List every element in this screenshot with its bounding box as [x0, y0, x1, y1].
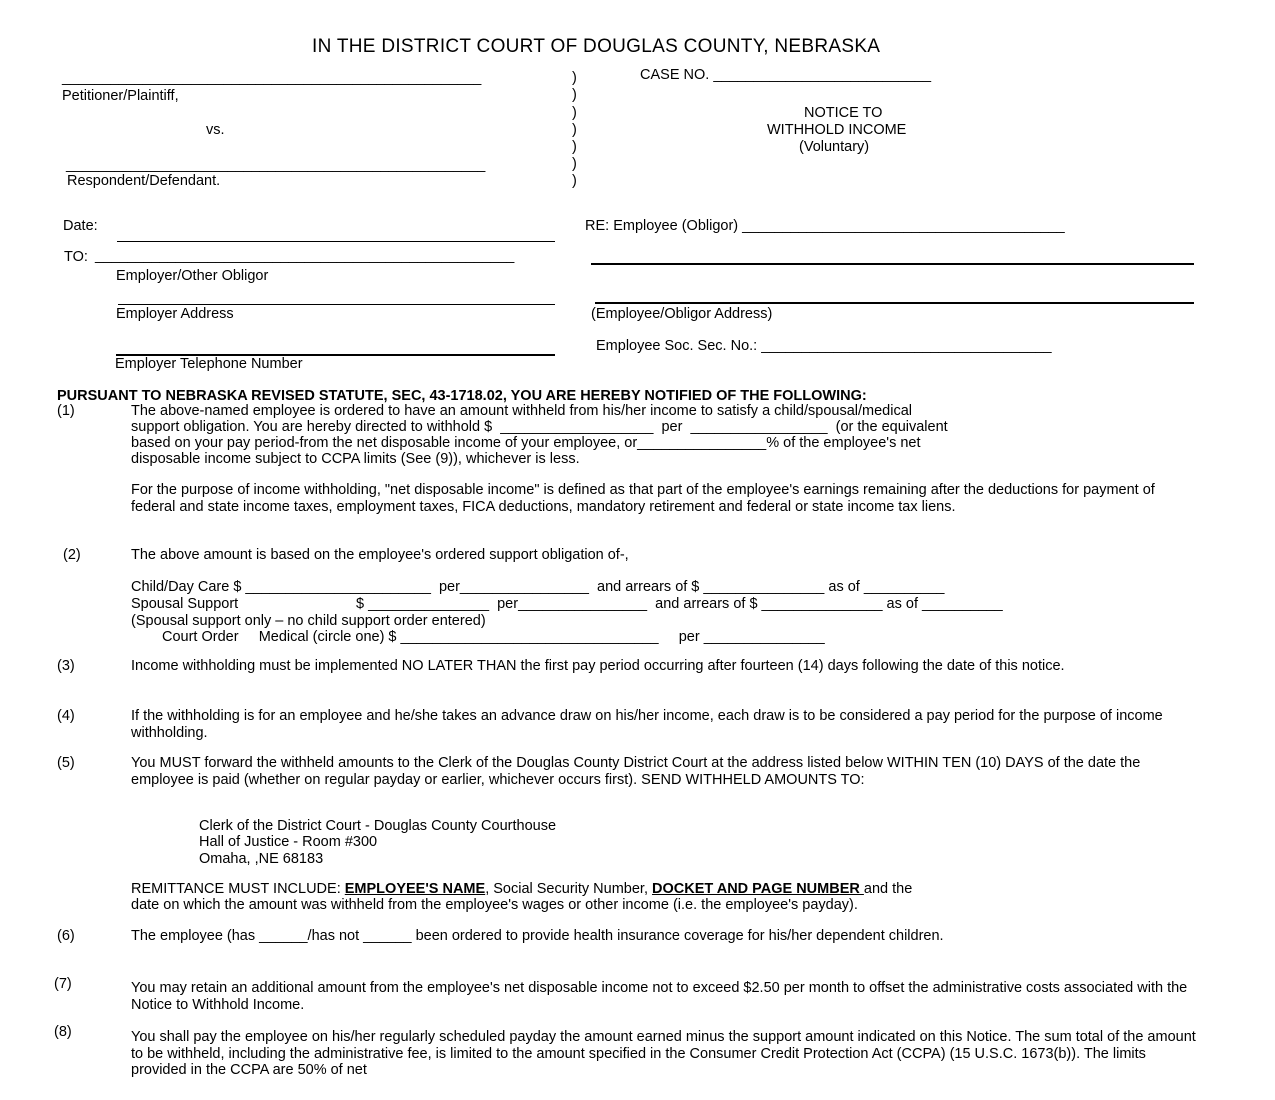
item-number: (6) — [57, 928, 75, 944]
date-label: Date: — [63, 218, 98, 234]
statute-heading: PURSUANT TO NEBRASKA REVISED STATUTE, SEC, 43-1718.02, YOU ARE HEREBY NOTIFIED OF THE FOLLOWING: — [57, 388, 867, 404]
item-number: (4) — [57, 708, 75, 724]
item-6-text[interactable]: The employee (has ______/has not ______ been ordered to provide health insurance coverage for his/her dependent children. — [131, 928, 944, 944]
child-support-row[interactable]: Child/Day Care $ _______________________ per________________ and arrears of $ _______________ as of __________ — [131, 579, 945, 595]
notice-title-2: WITHHOLD INCOME — [767, 122, 907, 138]
court-title: IN THE DISTRICT COURT OF DOUGLAS COUNTY, NEBRASKA — [312, 36, 881, 57]
item-7-text: You may retain an additional amount from the employee's net disposable income not to exceed $2.50 per month to offset the administrative costs associated with the Notice to Withhold Income. — [131, 980, 1188, 1013]
employee-obligor-field[interactable]: RE: Employee (Obligor) ________________________________________ — [585, 218, 1065, 234]
remittance-line-1 — [131, 881, 912, 897]
item-3-text: Income withholding must be implemented NO LATER THAN the first pay period occurring after fourteen (14) days following the date of this notice. — [131, 658, 1065, 674]
to-label: TO: — [64, 249, 88, 265]
item-number: (5) — [57, 755, 75, 771]
employee-address-label: (Employee/Obligor Address) — [591, 306, 773, 322]
clerk-address-line-3: Omaha, ,NE 68183 — [199, 851, 324, 867]
date-line[interactable] — [117, 241, 555, 242]
caption-paren: ) — [572, 173, 577, 189]
spousal-support-note: (Spousal support only – no child support order entered) — [131, 613, 486, 629]
clerk-address-line-1: Clerk of the District Court - Douglas County Courthouse — [199, 818, 557, 834]
employer-name-line[interactable]: ____________________________________________________ — [95, 248, 515, 264]
item-2-text: The above amount is based on the employee's ordered support obligation of-, — [131, 547, 629, 563]
item-1-definition: For the purpose of income withholding, "net disposable income" is defined as that part of the employee's earnings remaining after the deductions for payment of federal and state income taxes, employment taxes, FICA deductions, mandatory retirement and federal or state income tax liens. — [131, 482, 1155, 515]
remittance-middle: , Social Security Number, — [485, 881, 653, 897]
employee-ssn-field[interactable]: Employee Soc. Sec. No.: ____________________________________ — [596, 338, 1052, 354]
case-number-field[interactable]: CASE NO. ___________________________ — [640, 67, 932, 83]
medical-support-row[interactable]: Court Order Medical (circle one) $ ________________________________ per _______________ — [162, 629, 825, 645]
employee-address-line[interactable] — [595, 302, 1194, 304]
item-1-line-2[interactable]: support obligation. You are hereby directed to withhold $ ___________________ per _________________ (or the equivalent — [131, 419, 948, 435]
item-1-line-3[interactable]: based on your pay period-from the net disposable income of your employee, or________________% of the employee's net — [131, 435, 921, 451]
caption-paren: ) — [572, 87, 577, 103]
employee-name-requirement: EMPLOYEE'S NAME — [344, 881, 486, 897]
petitioner-label: Petitioner/Plaintiff, — [62, 88, 179, 104]
notice-title-1: NOTICE TO — [804, 105, 883, 121]
respondent-label: Respondent/Defendant. — [67, 173, 221, 189]
item-4-text: If the withholding is for an employee and he/she takes an advance draw on his/her income, each draw is to be considered a pay period for the purpose of income withholding. — [131, 708, 1163, 741]
employer-address-label: Employer Address — [116, 306, 234, 322]
spousal-support-label: Spousal Support — [131, 596, 239, 612]
petitioner-line[interactable]: ____________________________________________________ — [62, 70, 482, 86]
item-number: (2) — [63, 547, 81, 563]
item-8-text: You shall pay the employee on his/her regularly scheduled payday the amount earned minus the support amount indicated on this Notice. The sum total of the amount to be withheld, including the administrative fee, is limited to the amount specified in the Consumer Credit Protection Act (CCPA) (15 U.S.C. 1673(b)). The limits provided in the CCPA are 50% of net — [131, 1029, 1196, 1078]
caption-paren: ) — [572, 139, 577, 155]
spousal-support-row[interactable]: $ _______________ per________________ and arrears of $ _______________ as of __________ — [356, 596, 1003, 612]
remittance-line-2: date on which the amount was withheld from the employee's wages or other income (i.e. the employee's payday). — [131, 897, 858, 913]
caption-paren: ) — [572, 105, 577, 121]
versus-label: vs. — [206, 122, 225, 138]
item-number: (3) — [57, 658, 75, 674]
employer-label: Employer/Other Obligor — [116, 268, 269, 284]
respondent-line[interactable]: ____________________________________________________ — [66, 157, 486, 173]
item-5-text: You MUST forward the withheld amounts to the Clerk of the Douglas County District Court at the address listed below WITHIN TEN (10) DAYS of the date the employee is paid (whether on regular payday or earlier, whichever occurs first). SEND WITHHELD AMOUNTS TO: — [131, 755, 1141, 788]
remittance-suffix: and the — [863, 881, 913, 897]
item-number: (1) — [57, 403, 75, 419]
item-1-line-4: disposable income subject to CCPA limits (See (9)), whichever is less. — [131, 451, 580, 467]
item-number: (7) — [54, 976, 72, 992]
docket-page-requirement: DOCKET AND PAGE NUMBER — [652, 881, 864, 897]
clerk-address-line-2: Hall of Justice - Room #300 — [199, 834, 378, 850]
remittance-prefix: REMITTANCE MUST INCLUDE: — [131, 881, 345, 897]
notice-title-3: (Voluntary) — [799, 139, 870, 155]
employee-name-line-2[interactable] — [591, 263, 1194, 265]
item-1-line-1: The above-named employee is ordered to have an amount withheld from his/her income to satisfy a child/spousal/medical — [131, 403, 912, 419]
caption-paren: ) — [572, 70, 577, 86]
caption-paren: ) — [572, 122, 577, 138]
caption-paren: ) — [572, 156, 577, 172]
employer-address-line[interactable] — [118, 304, 555, 305]
item-number: (8) — [54, 1024, 72, 1040]
employer-phone-label: Employer Telephone Number — [115, 356, 303, 372]
